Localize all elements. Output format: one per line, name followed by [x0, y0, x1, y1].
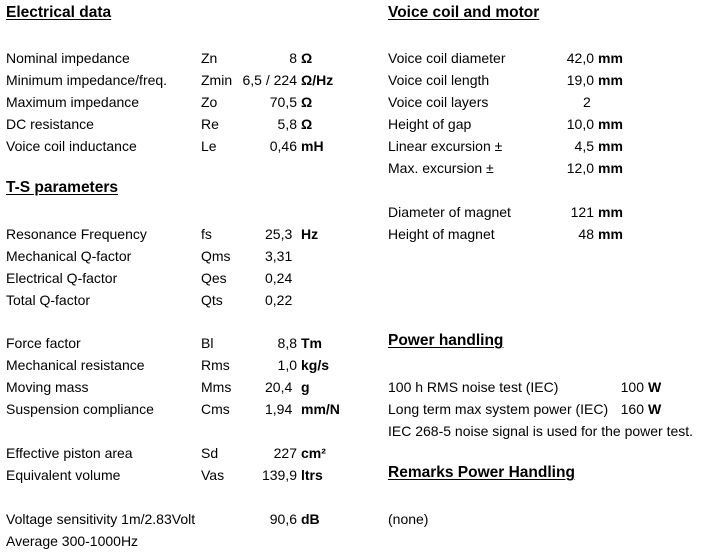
param-label: Suspension compliance [6, 401, 154, 417]
param-label: Equivalent volume [6, 467, 121, 483]
param-value: 10,0 [566, 116, 594, 132]
param-label: Voice coil inductance [6, 138, 137, 154]
sensitivity-note: Average 300-1000Hz [6, 533, 139, 549]
param-value: 1,94 [265, 401, 293, 417]
param-value: 8,8 [277, 335, 297, 351]
param-value: 6,5 / 224 [242, 72, 297, 88]
param-unit: mm [598, 160, 623, 176]
param-symbol: Qms [201, 248, 231, 264]
param-label: 100 h RMS noise test (IEC) [388, 379, 559, 395]
param-value: 139,9 [261, 467, 297, 483]
param-symbol: Cms [201, 401, 230, 417]
param-symbol: Sd [201, 445, 219, 461]
sensitivity-label: Voltage sensitivity 1m/2.83Volt [6, 511, 196, 527]
param-label: Voice coil diameter [388, 50, 506, 66]
remarks-text: (none) [388, 511, 429, 527]
param-label: Resonance Frequency [6, 226, 147, 242]
param-symbol: Bl [201, 335, 214, 351]
param-value: 0,24 [265, 270, 293, 286]
param-value: 2 [583, 94, 591, 110]
param-symbol: Zn [201, 50, 218, 66]
param-unit: mm [598, 72, 623, 88]
param-symbol: Re [201, 116, 219, 132]
param-label: Maximum impedance [6, 94, 140, 110]
param-label: Force factor [6, 335, 81, 351]
param-value: 25,3 [265, 226, 293, 242]
param-label: Nominal impedance [6, 50, 130, 66]
param-unit: cm² [301, 445, 326, 461]
param-unit: mm/N [301, 401, 340, 417]
power-note: IEC 268-5 noise signal is used for the power test. [388, 423, 694, 439]
param-value: 121 [570, 204, 594, 220]
param-value: 5,8 [277, 116, 297, 132]
param-unit: mm [598, 204, 623, 220]
param-label: Mechanical resistance [6, 357, 145, 373]
param-symbol: fs [201, 226, 212, 242]
param-symbol: Vas [201, 467, 225, 483]
param-unit: Ω/Hz [301, 72, 334, 88]
param-label: Height of magnet [388, 226, 495, 242]
param-value: 0,46 [269, 138, 297, 154]
param-unit: Ω [301, 94, 313, 110]
param-symbol: Zmin [201, 72, 233, 88]
param-label: Voice coil layers [388, 94, 489, 110]
param-value: 48 [578, 226, 594, 242]
param-value: 19,0 [566, 72, 594, 88]
param-label: Minimum impedance/freq. [6, 72, 168, 88]
param-unit: g [301, 379, 310, 395]
power-handling-heading: Power handling [388, 332, 504, 349]
param-unit: W [648, 379, 662, 395]
param-unit: mm [598, 50, 623, 66]
param-label: DC resistance [6, 116, 94, 132]
ts-parameters-heading: T-S parameters [6, 179, 118, 196]
param-unit: mm [598, 116, 623, 132]
param-unit: Ω [301, 116, 313, 132]
param-label: Mechanical Q-factor [6, 248, 132, 264]
param-label: Diameter of magnet [388, 204, 511, 220]
param-symbol: Rms [201, 357, 230, 373]
sensitivity-value: 90,6 [269, 511, 297, 527]
param-unit: mH [301, 138, 324, 154]
param-value: 3,31 [265, 248, 293, 264]
param-symbol: Qes [201, 270, 227, 286]
param-value: 20,4 [265, 379, 293, 395]
param-unit: Tm [301, 335, 322, 351]
param-value: 227 [273, 445, 297, 461]
param-value: 1,0 [277, 357, 297, 373]
electrical-data-heading: Electrical data [6, 4, 112, 21]
param-unit: Ω [301, 50, 313, 66]
param-symbol: Mms [201, 379, 232, 395]
param-label: Electrical Q-factor [6, 270, 118, 286]
param-value: 0,22 [265, 292, 293, 308]
param-label: Voice coil length [388, 72, 490, 88]
param-value: 42,0 [566, 50, 594, 66]
param-unit: Hz [301, 226, 319, 242]
param-label: Height of gap [388, 116, 472, 132]
param-label: Long term max system power (IEC) [388, 401, 609, 417]
param-unit: ltrs [301, 467, 323, 483]
param-symbol: Qts [201, 292, 223, 308]
param-symbol: Zo [201, 94, 218, 110]
param-symbol: Le [201, 138, 217, 154]
param-label: Total Q-factor [6, 292, 91, 308]
sensitivity-unit: dB [301, 511, 320, 527]
param-label: Max. excursion ± [388, 160, 494, 176]
param-label: Moving mass [6, 379, 89, 395]
param-value: 4,5 [574, 138, 594, 154]
param-value: 160 [620, 401, 644, 417]
param-unit: kg/s [301, 357, 330, 373]
voice-coil-heading: Voice coil and motor [388, 4, 540, 21]
param-value: 70,5 [269, 94, 297, 110]
remarks-heading: Remarks Power Handling [388, 464, 575, 481]
param-unit: W [648, 401, 662, 417]
param-unit: mm [598, 226, 623, 242]
param-unit: mm [598, 138, 623, 154]
param-value: 8 [289, 50, 297, 66]
param-value: 12,0 [566, 160, 594, 176]
param-value: 100 [620, 379, 644, 395]
param-label: Linear excursion ± [388, 138, 503, 154]
param-label: Effective piston area [6, 445, 133, 461]
